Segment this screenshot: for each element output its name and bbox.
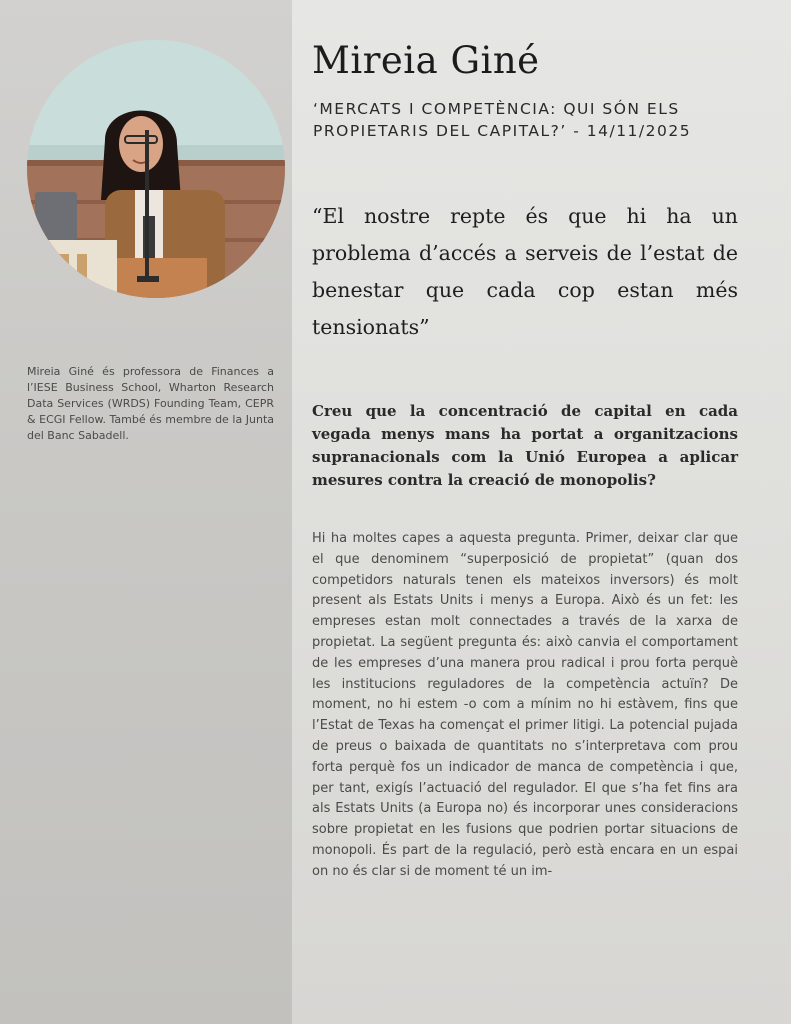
speaker-photo bbox=[27, 40, 285, 298]
page-title: Mireia Giné bbox=[312, 39, 540, 82]
event-subtitle: ‘MERCATS I COMPETÈNCIA: QUI SÓN ELS PROPIETARIS DEL CAPITAL?’ - 14/11/2025 bbox=[313, 100, 692, 140]
speaker-bio: Mireia Giné és professora de Finances a l’IESE Business School, Wharton Research Data Services (WRDS) Founding Team, CEPR & ECGI Fellow. També és membre de la Junta del Banc Sabadell. bbox=[27, 365, 274, 442]
interview-question: Creu que la concentració de capital en cada vegada menys mans ha portat a organitzacions supranacionals com la Unió Europea a aplicar mesures contra la creació de monopolis? bbox=[312, 402, 738, 489]
pull-quote: “El nostre repte és que hi ha un problema d’accés a serveis de l’estat de benestar que cada cop estan més tensionats” bbox=[312, 204, 738, 339]
interview-answer: Hi ha moltes capes a aquesta pregunta. Primer, deixar clar que el que denominem “superposició de propietat” (quan dos competidors naturals tenen els mateixos inversors) és molt present als Estats Units i menys a Europa. Això és un fet: les empreses estan molt connectades a través de la xarxa de propietat. La següent pregunta és: això canvia el comportament de les empreses d’una manera prou radical i prou forta perquè les institucions reguladores de la competència actuïn? De moment, no hi estem -o com a mínim no hi estàvem, fins que l’Estat de Texas ha començat el primer litigi. La potencial pujada de preus o baixada de quantitats no s’interpretava com prou forta perquè fos un indicador de manca de competència i que, per tant, exigís l’actuació del regulador. El que s’ha fet fins ara als Estats Units (a Europa no) és incorporar unes consideracions sobre propietat en les fusions que podrien portar situacions de monopoli. És part de la regulació, però està encara en un espai on no és clar si de moment té un im- bbox=[312, 531, 738, 879]
